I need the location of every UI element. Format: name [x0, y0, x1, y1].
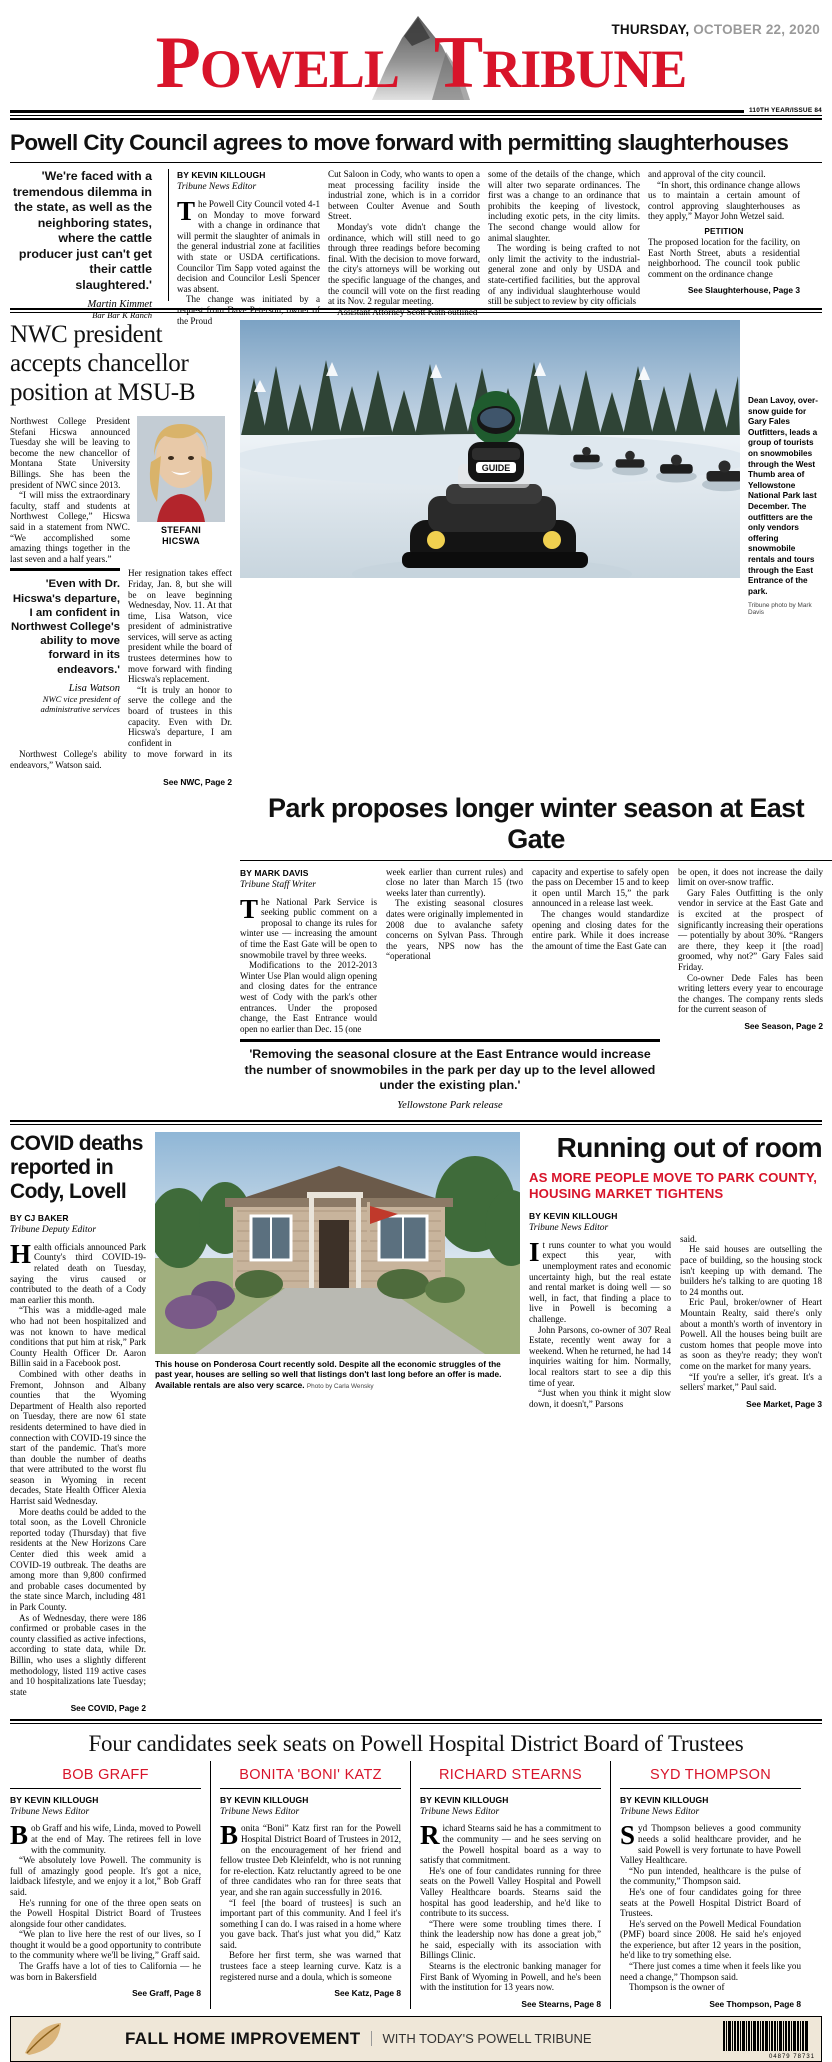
slaughterhouse-col-3	[488, 169, 640, 307]
paragraph: “We plan to live here the rest of our lives, so I thought it would be a good opportunity to contribute to the community where we'll be living,” Graff said.	[10, 1929, 201, 1961]
paragraph: “In short, this ordinance change allows us to maintain a certain amount of control approving slaughterhouses as they apply,” Mayor John Wetzel said.	[648, 179, 800, 222]
headline-underrule	[240, 860, 832, 861]
headline-underrule	[10, 162, 822, 163]
paragraph: The proposed location for the facility, on East North Street, abuts a residential neighborhood. The council took public comment on the ordinance change	[648, 236, 800, 279]
paragraph: Before her first term, she was warned that trustees face a steep learning curve. Katz is a registered nurse and a doula, which is someone	[220, 1950, 401, 1982]
paragraph: He's one of four candidates going for three seats at the Powell Hospital District Board of Trustees.	[620, 1886, 801, 1919]
candidate-rule	[420, 1788, 601, 1789]
jump-line[interactable]: See Season, Page 2	[744, 1020, 823, 1031]
paragraph: The Powell City Council voted 4-1 on Monday to move forward with a change in ordinance that will permit the slaughter of animals in the general industrial zone at facilities with state or USDA certifications. Councilor Tim Sapp voted against the decision and Councilor Lesli Spencer was absent.	[177, 196, 321, 294]
byline: BY KEVIN KILLOUGH	[10, 1795, 99, 1806]
house-caption	[155, 1359, 520, 1392]
masthead	[10, 0, 822, 108]
story-season	[240, 793, 832, 1111]
paragraph: Assistant Attorney Scott Kath outlined	[337, 306, 478, 317]
paragraph: The change was initiated by a request from Dave Peterson, owner of the Proud	[177, 294, 320, 326]
jump-line[interactable]: See Thompson, Page 8	[709, 1998, 801, 2009]
paragraph: The wording is being crafted to not only limit the activity to the industrial-general zone and only by USDA and state-certified facilities, but the approval of any individual slaughterhouse would still be subject to review by city officials	[488, 243, 640, 307]
season-col-4	[678, 867, 823, 1035]
masthead-logo	[16, 22, 826, 104]
house-photo	[155, 1132, 520, 1354]
nwc-headline: NWC president accepts chancellor position at MSU-B	[10, 321, 196, 406]
paragraph: Cut Saloon in Cody, who wants to open a meat processing facility inside the industrial zone, which is in a corridor between Coulter Avenue and South Street.	[328, 169, 480, 222]
candidate-column	[410, 1761, 601, 2009]
paragraph: “No pun intended, healthcare is the pulse of the community,” Thompson said.	[620, 1865, 801, 1887]
paragraph: “Just when you think it might slow down, it doesn't,” Parsons	[529, 1388, 671, 1409]
market-headline: Running out of room	[556, 1131, 822, 1163]
season-col-3	[532, 867, 669, 1035]
photo-credit: Tribune photo by Mark Davis	[748, 602, 812, 617]
candidate-name: SYD THOMPSON	[650, 1767, 771, 1784]
pullquote-title: Bar Bar K Ranch	[92, 310, 152, 320]
snowmobile-photo-caption	[748, 320, 822, 787]
market-col-2	[680, 1210, 822, 1410]
jump-line[interactable]: See Stearns, Page 8	[521, 1998, 601, 2009]
paragraph: Bob Graff and his wife, Linda, moved to Powell at the end of May. The retirees fell in love with the community.	[10, 1820, 201, 1855]
dateline-day: THURSDAY,	[611, 22, 690, 37]
paragraph: Thompson is the owner of	[629, 1982, 725, 1993]
svg-text:GUIDE: GUIDE	[481, 463, 511, 473]
paragraph: some of the details of the change, which will alter two separate ordinances. The first was a change to an ordinance that prohibits the keeping of livestock, including exotic pets, in the city limits. The second change would allow for animal slaughter.	[488, 169, 640, 243]
paragraph: “If you're a seller, it's great. It's a sellers' market,” Paul said.	[680, 1371, 822, 1393]
headshot-caption: STEFANI HICSWA	[160, 525, 202, 546]
paragraph: Gary Fales Outfitting is the only vendor in service at the East Gate and is excited at the prospect of significantly increasing their operations — potentially by about 30%. “Rangers are there, they keep it [the road] groomed, why not?” Gary Fales said Friday.	[678, 887, 823, 972]
paragraph: He's one of four candidates running for three seats on the Powell Valley Hospital and Powell Valley Healthcare boards. Stearns said the hospital has good leadership, and he'd like to contribute to its success.	[420, 1865, 601, 1919]
pullquote-title: NWC vice president of administrative services	[40, 693, 120, 714]
jump-line[interactable]: See Slaughterhouse, Page 3	[687, 285, 800, 296]
byline: BY KEVIN KILLOUGH	[420, 1795, 509, 1806]
covid-headline: COVID deaths reported in Cody, Lovell	[10, 1131, 143, 1203]
byline-title: Tribune News Editor	[220, 1807, 300, 1818]
paragraph: “This was a middle-aged male who had not been hospitalized and was not known to have medical conditions that put him at risk,” Park County Health Officer Dr. Aaron Billin said in a Facebook post.	[10, 1305, 146, 1369]
covid-market-block	[10, 1132, 822, 1714]
pullquote-name: Lisa Watson	[68, 682, 120, 694]
story-slaughterhouse	[10, 130, 822, 326]
byline: BY KEVIN KILLOUGH	[529, 1210, 618, 1221]
barcode	[723, 2021, 815, 2051]
paragraph: Co-owner Dede Fales has been writing letters every year to encourage the changes. The company rents sleds for the current season of	[678, 972, 823, 1015]
byline-title: Tribune News Editor	[420, 1807, 500, 1818]
byline-title: Tribune News Editor	[10, 1807, 90, 1818]
slaughterhouse-col-2	[328, 169, 480, 317]
paragraph: said.	[680, 1233, 697, 1244]
byline-title: Tribune News Editor	[620, 1807, 700, 1818]
candidate-column	[610, 1761, 801, 2009]
story-nwc	[10, 320, 232, 787]
paragraph: He's served on the Powell Medical Foundation (PMF) board since 2008. He said he's enjoyed the experience, but after 12 years in the position, he'd like to try something else.	[620, 1918, 801, 1961]
candidate-rule	[10, 1788, 201, 1789]
paragraph: Combined with other deaths in Fremont, Johnson and Albany counties that the Wyoming Department of Health also reported on Tuesday, there are now 61 state residents determined to have died in connection with COVID-19 since the start of the pandemic. That's more than double the number of deaths that were attributed to the worst flu season in Wyoming in recent decades, State Health Officer Alexia Harrist said Wednesday.	[10, 1368, 146, 1507]
section-rule	[10, 1719, 822, 1724]
subhead-petition: PETITION	[704, 226, 744, 236]
paragraph: Bonita “Boni” Katz first ran for the Powell Hospital District Board of Trustees in 2012, on the encouragement of her friend and fellow trustee Deb Kleinfeldt, who is not running for re-election. Katz reluctantly agreed to be one of three candidates who ran for three seats that year, and she ran again successfully in 2016.	[220, 1820, 401, 1897]
jump-line[interactable]: See COVID, Page 2	[70, 1703, 146, 1714]
paragraph: and approval of the city council.	[648, 169, 766, 179]
jump-line[interactable]: See Graff, Page 8	[132, 1988, 201, 1999]
byline: BY CJ BAKER	[10, 1212, 69, 1223]
paragraph: be open, it does not increase the daily limit on over-snow traffic.	[678, 866, 823, 888]
caption-text: Dean Lavoy, over-snow guide for Gary Fales Outfitters, leads a group of tourists on snowmobiles through the West Thumb area of Yellowstone National Park last December. The outfitters are the only vendors offering snowmobile rentals and tours through the East Entrance of the park.	[748, 396, 818, 596]
season-col-2	[386, 867, 523, 1035]
paragraph: Northwest College's ability to move forward in its endeavors,” Watson said.	[10, 749, 232, 770]
market-col-1	[529, 1210, 671, 1410]
paragraph: week earlier than current rules) and close no later than March 15 (two weeks later than currently).	[386, 866, 523, 898]
slaughterhouse-headline: Powell City Council agrees to move forward with permitting slaughterhouses	[10, 130, 789, 155]
paragraph: The changes would standardize opening and closing dates for the entire park. While it does increase the amount of time the East Gate can	[532, 908, 669, 951]
pullquote-rule	[240, 1039, 660, 1042]
jump-line[interactable]: See Katz, Page 8	[334, 1988, 401, 1999]
headshot-photo	[137, 416, 225, 522]
paragraph: “I feel [the board of trustees] is such an important part of this community. And I feel it's something I can do. I was raised in a home where you gave back. That's just what you did,” Katz said.	[220, 1897, 401, 1950]
pullquote-attribution: Yellowstone Park release	[397, 1099, 503, 1111]
paragraph: “I will miss the extraordinary faculty, staff and students at Northwest College,” Hicswa said in a statement from NWC. “We accomplished some amazing things together in the last seven and a half years.”	[10, 490, 130, 564]
byline-title: Tribune Staff Writer	[240, 879, 317, 890]
story-candidates	[10, 1731, 822, 2009]
house-photo-block	[155, 1132, 520, 1714]
caption-text: This house on Ponderosa Court recently sold. Despite all the economic struggles of the past year, houses are selling so well that listings don't last long before an offer is made. Available rentals are also very scarce.	[155, 1358, 502, 1390]
house-illustration	[155, 1132, 520, 1354]
paragraph: He said houses are outselling the pace of building, so the housing stock isn't keeping up with demand. The builders he's talking to are quoting 18 to 24 months out.	[680, 1244, 822, 1297]
paragraph: “There just comes a time when it feels like you need a change,” Thompson said.	[620, 1961, 801, 1982]
story-market	[529, 1132, 822, 1714]
candidate-name: BOB GRAFF	[62, 1767, 149, 1784]
nwc-and-photo-block	[10, 320, 822, 787]
paragraph: capacity and expertise to safely open the pass on December 15 and to keep it open until March 15,” the park announced in a release last week.	[532, 866, 669, 909]
paragraph: John Parsons, co-owner of 307 Real Estate, recently went away for a weekend. When he returned, he had 14 inquiries waiting for him. Normally, local realtors start to see a dip this time of year.	[529, 1324, 671, 1388]
jump-line[interactable]: See Market, Page 3	[746, 1398, 822, 1409]
paragraph: He's running for one of the three open seats on the Powell Hospital District Board of Trustees alongside four other candidates.	[10, 1897, 201, 1929]
paragraph: Northwest College President Stefani Hicswa announced Tuesday she will be leaving to become the new chancellor of Montana State University Billings. She has been the president of NWC since 2013.	[10, 416, 130, 490]
nwc-pullquote-block	[10, 568, 120, 748]
jump-line[interactable]: See NWC, Page 2	[163, 776, 232, 787]
pullquote-name: Martin Kimmet	[87, 299, 152, 310]
masthead-title-powell: POWELL	[155, 22, 399, 104]
paragraph: Syd Thompson believes a good community needs a solid healthcare provider, and he said Powell is very fortunate to have Powell Valley Healthcare.	[620, 1820, 801, 1866]
ad-title: FALL HOME IMPROVEMENT	[125, 2028, 361, 2048]
paragraph: It runs counter to what you would expect this year, with unemployment rates and economic uncertainty high, but the real estate and rental market is doing well — so well, in fact, that finding a place to live in Powell is becoming a challenge.	[529, 1236, 671, 1324]
paragraph: “We absolutely love Powell. The community is full of amazingly good people. It's got a nice, laidback lifestyle, and we enjoy it a lot,” Bob Graff said.	[10, 1855, 201, 1897]
paragraph: The National Park Service is seeking public comment on a proposal to change its rules for winter use — increasing the amount of time the East Gate will be open to snowmobile travel by three weeks.	[240, 893, 377, 960]
paragraph: Monday's vote didn't change the ordinance, which will still need to go through three readings before becoming final. With the decision to move forward, the city's attorneys will be working out the specific language of the changes, and the council will vote on the first reading at its Nov. 2 regular meeting.	[328, 221, 480, 307]
candidate-name: BONITA 'BONI' KATZ	[239, 1767, 382, 1784]
paragraph: Health officials announced Park County's third COVID-19-related death on Tuesday, saying the virus caused or contributed to the death of a Cody man earlier this month.	[10, 1238, 146, 1305]
ad-subtitle: WITH TODAY'S POWELL TRIBUNE	[371, 2031, 592, 2046]
candidate-column	[10, 1761, 201, 2009]
pullquote-rule	[10, 568, 120, 571]
issue-line: 110TH YEAR/ISSUE 84	[744, 107, 822, 114]
photo-credit: Photo by Carla Wensky	[306, 1382, 374, 1390]
paragraph: Her resignation takes effect Friday, Jan. 8, but she will be on leave beginning Wednesday, Nov. 11. At that time, Lisa Watson, vice president of administrative services, will serve as acting president while the board of trustees determines how to move forward with finding Hicswa's replacement.	[128, 568, 232, 685]
bottom-ad-banner[interactable]	[10, 2016, 822, 2062]
paragraph: The existing seasonal closures dates were originally implemented in 2008 due to avalanche safety concerns on Sylvan Pass. Through the years, NPS now has the “operational	[386, 898, 523, 962]
byline: BY KEVIN KILLOUGH	[620, 1795, 709, 1806]
candidate-rule	[620, 1788, 801, 1789]
paragraph: Stearns is the electronic banking manager for First Bank of Wyoming in Powell, and he's been with the institution for 13 years now.	[420, 1961, 601, 1993]
masthead-title-tribune: TRIBUNE	[416, 22, 687, 104]
story-covid	[10, 1132, 146, 1714]
barcode-number: 04879 78731	[768, 2053, 815, 2060]
market-kicker: AS MORE PEOPLE MOVE TO PARK COUNTY, HOUSING MARKET TIGHTENS	[529, 1169, 818, 1202]
slaughterhouse-col-4	[648, 169, 800, 301]
paragraph: “There were some troubling times there. I think the leadership now has done a great job,” he said, especially with its association with Billings Clinic.	[420, 1918, 601, 1961]
paragraph: “It is truly an honor to serve the college and the board of trustees in this capacity. Even with Dr. Hicswa's departure, I am confident in	[128, 684, 232, 748]
paragraph: More deaths could be added to the total soon, as the Lovell Chronicle reported today (Thursday) that five residents at the New Horizons Care Center died this week amid a COVID-19 outbreak. The deaths are among more than 9,800 confirmed and probable cases documented by the state since March, including 481 in Park County.	[10, 1506, 146, 1612]
section-rule	[10, 1120, 822, 1125]
byline-title: Tribune Deputy Editor	[10, 1224, 97, 1235]
pullquote-attribution	[10, 683, 120, 714]
paragraph: The Graffs have a lot of ties to California — he was born in Bakersfield	[10, 1961, 201, 1982]
byline: BY KEVIN KILLOUGH	[220, 1795, 309, 1806]
slaughterhouse-col-1	[168, 169, 321, 326]
pullquote-attribution	[10, 299, 152, 320]
masthead-rule	[10, 107, 822, 123]
pullquote-text: 'We're faced with a tremendous dilemma in the state, as well as the neighboring states, where the cattle producer just can't get their cattle slaughtered.'	[12, 169, 152, 292]
season-pullquote-block	[240, 1039, 660, 1111]
season-headline: Park proposes longer winter season at East Gate	[268, 792, 804, 854]
hicswa-headshot-block	[137, 416, 225, 564]
byline: BY KEVIN KILLOUGH	[177, 170, 266, 180]
snowmobile-scene-illustration	[240, 320, 740, 578]
paragraph: As of Wednesday, there were 186 confirmed or probable cases in the county classified as active infections, according to state data, while Dr. Billin, who uses a slightly different methodology, listed 119 active cases and 10 hospitalizations late Tuesday; state	[10, 1612, 146, 1697]
byline-title: Tribune News Editor	[177, 182, 257, 192]
candidate-column	[210, 1761, 401, 2009]
paragraph: Richard Stearns said he has a commitment to the community — and he sees serving on the Powell hospital board as a way to satisfy that commitment.	[420, 1820, 601, 1866]
candidate-rule	[220, 1788, 401, 1789]
portrait-illustration	[137, 416, 225, 522]
candidate-name: RICHARD STEARNS	[438, 1767, 583, 1784]
snowmobile-photo	[240, 320, 740, 787]
byline: BY MARK DAVIS	[240, 867, 309, 878]
paragraph: Eric Paul, broker/owner of Heart Mountain Realty, said there's only about a month's worth of inventory in Powell. All the houses being built are custom homes that people move into as soon as they're ready; they won't come on the market for many years.	[680, 1297, 822, 1371]
dateline-date: OCTOBER 22, 2020	[693, 22, 820, 37]
slaughterhouse-pullquote-block	[10, 169, 160, 320]
leaf-icon	[19, 2019, 65, 2059]
nwc-col-2	[128, 568, 232, 748]
season-col-1	[240, 867, 377, 1035]
pullquote-text: 'Removing the seasonal closure at the East Entrance would increase the number of snowmobiles in the park per day up to the level allowed under the existing plan.'	[244, 1047, 656, 1093]
paragraph: Modifications to the 2012-2013 Winter Use Plan would align opening and closing dates for the entrance west of Cody with the park's other entrances. Under the proposed change, the East Entrance would open no earlier than Dec. 15 (one	[240, 960, 377, 1034]
pullquote-text: 'Even with Dr. Hicswa's departure, I am confident in Northwest College's ability to move forward in its endeavors.'	[10, 578, 120, 676]
candidates-headline: Four candidates seek seats on Powell Hospital District Board of Trustees	[88, 1731, 744, 1757]
byline-title: Tribune News Editor	[529, 1222, 609, 1233]
